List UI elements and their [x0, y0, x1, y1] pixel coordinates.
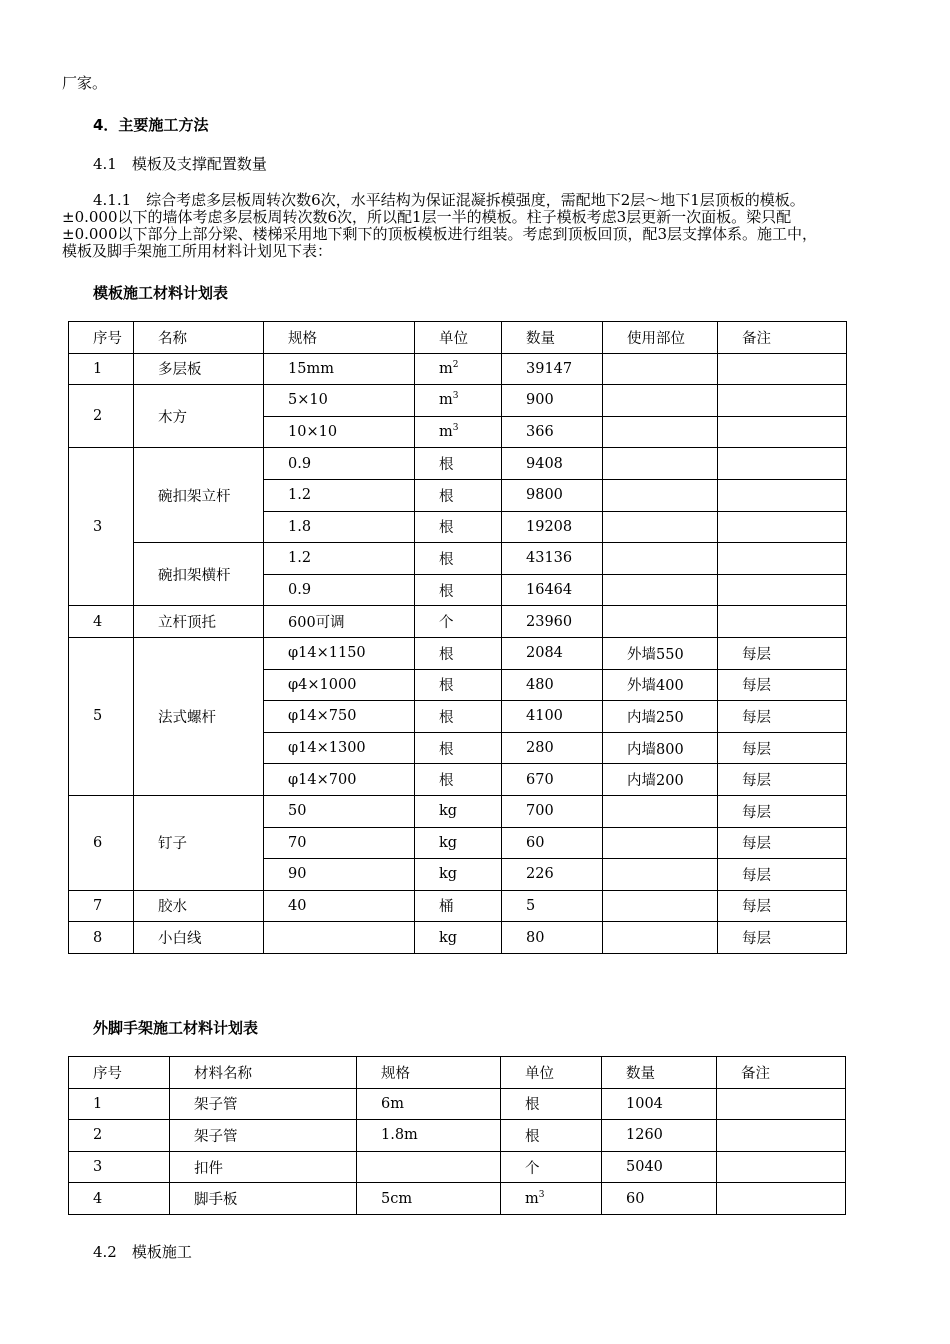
cell-spec: 50	[264, 795, 415, 827]
cell-qty: 480	[502, 669, 603, 701]
cell-no: 4	[69, 606, 134, 638]
cell-qty: 39147	[502, 353, 603, 385]
cell-qty: 23960	[502, 606, 603, 638]
top-line: 厂家。	[62, 74, 108, 92]
cell-spec: 1.8	[264, 511, 415, 543]
subsection-4-1: 4.1 模板及支撑配置数量	[93, 155, 267, 173]
cell-qty: 9800	[502, 479, 603, 511]
cell-note: 每层	[718, 669, 847, 701]
cell-loc	[603, 448, 718, 480]
formwork-material-table	[68, 321, 847, 954]
cell-loc	[603, 574, 718, 606]
cell-loc	[603, 922, 718, 954]
cell-spec: 0.9	[264, 448, 415, 480]
cell-no: 3	[69, 448, 134, 606]
table-row	[69, 353, 847, 385]
cell-no: 7	[69, 890, 134, 922]
cell-unit: 根	[501, 1088, 602, 1120]
cell-name: 钉子	[134, 795, 264, 890]
cell-note	[717, 1183, 846, 1215]
cell-qty: 5	[502, 890, 603, 922]
cell-spec: 1.2	[264, 479, 415, 511]
cell-spec: 90	[264, 859, 415, 891]
cell-note	[718, 448, 847, 480]
cell-spec: 1.2	[264, 543, 415, 575]
cell-loc	[603, 606, 718, 638]
header-cell: 备注	[717, 1057, 846, 1089]
cell-note	[718, 385, 847, 417]
cell-loc	[603, 385, 718, 417]
cell-no: 4	[69, 1183, 170, 1215]
cell-note: 每层	[718, 701, 847, 733]
cell-qty: 16464	[502, 574, 603, 606]
cell-unit: 根	[415, 448, 502, 480]
cell-no: 6	[69, 795, 134, 890]
cell-qty: 1004	[602, 1088, 717, 1120]
cell-spec: φ14×1300	[264, 732, 415, 764]
cell-unit: 根	[415, 764, 502, 796]
cell-spec: 600可调	[264, 606, 415, 638]
cell-unit: $m^3$	[415, 416, 502, 448]
cell-unit: kg	[415, 859, 502, 891]
cell-name: 胶水	[134, 890, 264, 922]
subsection-4-2: 4.2 模板施工	[93, 1243, 192, 1261]
cell-unit: kg	[415, 795, 502, 827]
header-cell: 规格	[357, 1057, 501, 1089]
cell-spec: φ14×700	[264, 764, 415, 796]
cell-loc	[603, 353, 718, 385]
cell-name: 脚手板	[170, 1183, 357, 1215]
header-cell: 数量	[502, 322, 603, 354]
cell-qty: 5040	[602, 1151, 717, 1183]
cell-name: 碗扣架横杆	[134, 543, 264, 606]
header-cell: 序号	[69, 1057, 170, 1089]
cell-note: 每层	[718, 732, 847, 764]
cell-loc	[603, 479, 718, 511]
cell-qty: 9408	[502, 448, 603, 480]
header-cell: 使用部位	[603, 322, 718, 354]
cell-qty: 80	[502, 922, 603, 954]
scaffold-material-table	[68, 1056, 846, 1215]
cell-spec: 5×10	[264, 385, 415, 417]
cell-unit: 根	[415, 479, 502, 511]
cell-qty: 43136	[502, 543, 603, 575]
cell-qty: 366	[502, 416, 603, 448]
header-cell: 材料名称	[170, 1057, 357, 1089]
cell-loc: 外墙550	[603, 637, 718, 669]
cell-loc	[603, 795, 718, 827]
table-header-row	[69, 322, 847, 354]
cell-qty: 280	[502, 732, 603, 764]
cell-name: 小白线	[134, 922, 264, 954]
table-row	[69, 637, 847, 669]
cell-name: 多层板	[134, 353, 264, 385]
cell-name: 法式螺杆	[134, 637, 264, 795]
cell-unit: kg	[415, 922, 502, 954]
cell-qty: 700	[502, 795, 603, 827]
cell-spec: 40	[264, 890, 415, 922]
cell-loc	[603, 859, 718, 891]
cell-unit: 根	[415, 574, 502, 606]
cell-note: 每层	[718, 637, 847, 669]
header-cell: 名称	[134, 322, 264, 354]
cell-loc: 内墙800	[603, 732, 718, 764]
cell-qty: 670	[502, 764, 603, 796]
cell-unit: $m^3$	[501, 1183, 602, 1215]
cell-unit: 根	[415, 637, 502, 669]
cell-note	[718, 606, 847, 638]
paragraph-line: ±0.000以下的墙体考虑多层板周转次数6次，所以配1层一半的模板。柱子模板考虑3层更新一次面板。梁只配	[62, 208, 792, 226]
cell-unit: kg	[415, 827, 502, 859]
cell-unit: 桶	[415, 890, 502, 922]
header-cell: 单位	[501, 1057, 602, 1089]
cell-unit: 个	[415, 606, 502, 638]
cell-note	[717, 1120, 846, 1152]
cell-spec	[264, 922, 415, 954]
cell-note	[718, 479, 847, 511]
cell-note: 每层	[718, 922, 847, 954]
table2-title: 外脚手架施工材料计划表	[93, 1019, 259, 1037]
cell-note	[718, 543, 847, 575]
cell-no: 2	[69, 385, 134, 448]
cell-loc: 内墙200	[603, 764, 718, 796]
cell-unit: $m^2$	[415, 353, 502, 385]
cell-name: 架子管	[170, 1088, 357, 1120]
cell-spec: φ14×750	[264, 701, 415, 733]
table-row	[69, 1088, 846, 1120]
table-row	[69, 922, 847, 954]
cell-unit: 根	[415, 511, 502, 543]
cell-unit: 根	[501, 1120, 602, 1152]
cell-qty: 2084	[502, 637, 603, 669]
table-row	[69, 890, 847, 922]
cell-loc	[603, 890, 718, 922]
header-cell: 数量	[602, 1057, 717, 1089]
cell-spec: 5cm	[357, 1183, 501, 1215]
cell-qty: 4100	[502, 701, 603, 733]
cell-spec: 1.8m	[357, 1120, 501, 1152]
cell-no: 5	[69, 637, 134, 795]
table-row	[69, 1120, 846, 1152]
cell-spec: 6m	[357, 1088, 501, 1120]
cell-no: 1	[69, 1088, 170, 1120]
cell-spec: 70	[264, 827, 415, 859]
cell-unit: 根	[415, 543, 502, 575]
paragraph-line: 模板及脚手架施工所用材料计划见下表：	[62, 242, 333, 260]
cell-loc	[603, 827, 718, 859]
table-row	[69, 606, 847, 638]
header-cell: 规格	[264, 322, 415, 354]
cell-spec: 15mm	[264, 353, 415, 385]
table1-title: 模板施工材料计划表	[93, 284, 229, 302]
cell-unit: 个	[501, 1151, 602, 1183]
cell-spec: 10×10	[264, 416, 415, 448]
cell-name: 木方	[134, 385, 264, 448]
table-row	[69, 1151, 846, 1183]
cell-unit: 根	[415, 732, 502, 764]
cell-note	[718, 574, 847, 606]
section-heading: 4．主要施工方法	[93, 116, 209, 134]
cell-unit: $m^3$	[415, 385, 502, 417]
cell-note	[717, 1151, 846, 1183]
table-row	[69, 385, 847, 417]
cell-no: 8	[69, 922, 134, 954]
cell-no: 3	[69, 1151, 170, 1183]
cell-spec: 0.9	[264, 574, 415, 606]
cell-spec: φ4×1000	[264, 669, 415, 701]
cell-note	[718, 353, 847, 385]
table-row	[69, 795, 847, 827]
cell-note	[717, 1088, 846, 1120]
cell-note: 每层	[718, 890, 847, 922]
cell-note	[718, 416, 847, 448]
cell-loc: 外墙400	[603, 669, 718, 701]
cell-qty: 900	[502, 385, 603, 417]
cell-no: 2	[69, 1120, 170, 1152]
cell-spec	[357, 1151, 501, 1183]
cell-loc	[603, 416, 718, 448]
cell-unit: 根	[415, 701, 502, 733]
cell-note	[718, 511, 847, 543]
table-header-row	[69, 1057, 846, 1089]
cell-name: 碗扣架立杆	[134, 448, 264, 543]
cell-qty: 19208	[502, 511, 603, 543]
cell-loc: 内墙250	[603, 701, 718, 733]
cell-note: 每层	[718, 827, 847, 859]
paragraph-line: 4.1.1 综合考虑多层板周转次数6次，水平结构为保证混凝拆模强度，需配地下2层～地下1层顶板的模板。	[93, 191, 805, 209]
cell-no: 1	[69, 353, 134, 385]
cell-name: 架子管	[170, 1120, 357, 1152]
cell-qty: 60	[502, 827, 603, 859]
cell-note: 每层	[718, 859, 847, 891]
cell-name: 立杆顶托	[134, 606, 264, 638]
cell-qty: 1260	[602, 1120, 717, 1152]
cell-note: 每层	[718, 795, 847, 827]
header-cell: 单位	[415, 322, 502, 354]
table-row	[69, 543, 847, 575]
header-cell: 序号	[69, 322, 134, 354]
header-cell: 备注	[718, 322, 847, 354]
cell-unit: 根	[415, 669, 502, 701]
cell-loc	[603, 511, 718, 543]
cell-loc	[603, 543, 718, 575]
cell-note: 每层	[718, 764, 847, 796]
cell-spec: φ14×1150	[264, 637, 415, 669]
paragraph-line: ±0.000以下部分上部分梁、楼梯采用地下剩下的顶板模板进行组装。考虑到顶板回顶，配3层支撑体系。施工中，	[62, 225, 818, 243]
cell-qty: 60	[602, 1183, 717, 1215]
cell-name: 扣件	[170, 1151, 357, 1183]
cell-qty: 226	[502, 859, 603, 891]
table-row	[69, 448, 847, 480]
table-row	[69, 1183, 846, 1215]
